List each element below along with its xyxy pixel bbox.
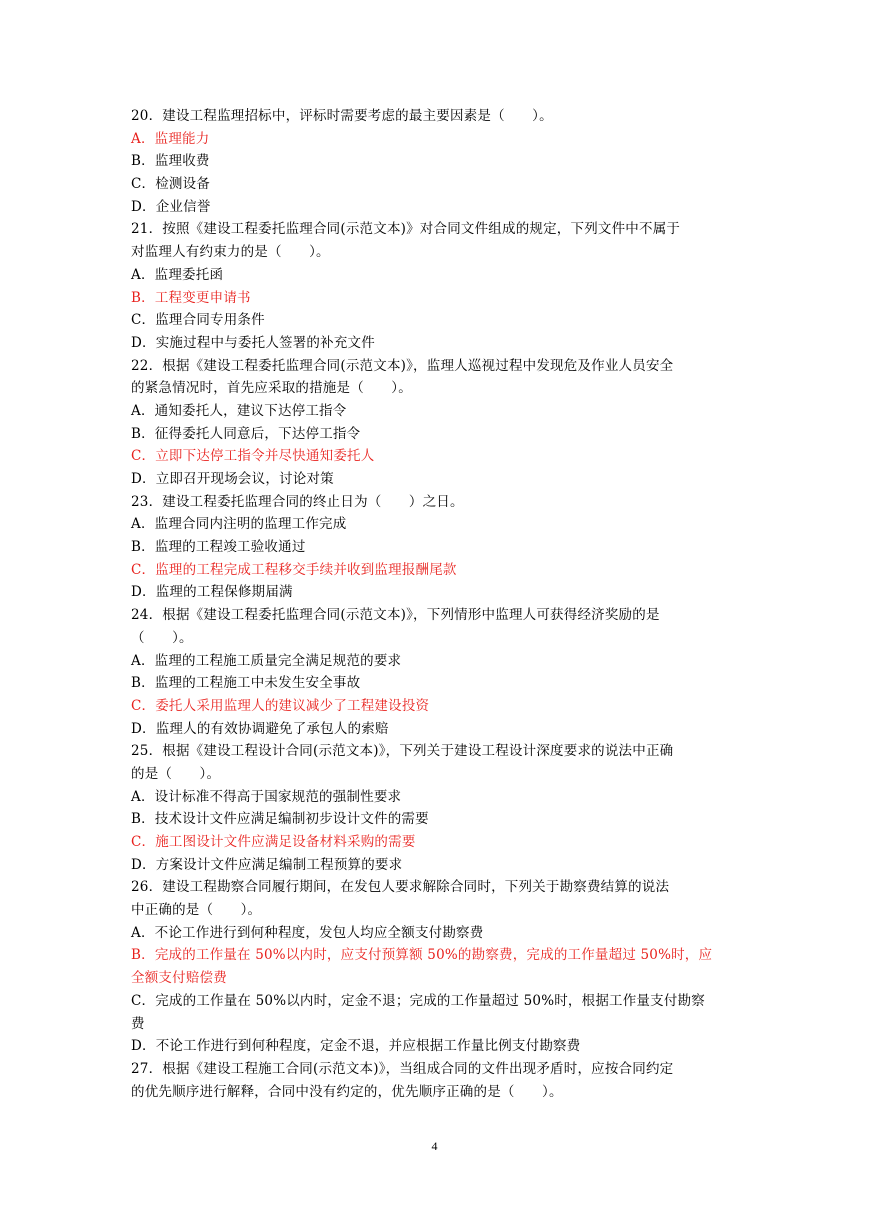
question-26-stem-line-1: 26．建设工程勘察合同履行期间，在发包人要求解除合同时，下列关于勘察费结算的说法 [131,879,670,896]
question-21-option-c: C．监理合同专用条件 [131,312,265,329]
question-20-option-d: D．企业信誉 [131,198,211,215]
question-20-option-c: C．检测设备 [131,176,211,193]
question-25-option-c: C．施工图设计文件应满足设备材料采购的需要 [131,834,416,850]
question-20-option-b: B．监理收费 [131,153,210,170]
question-26-stem-line-2: 中正确的是（ ）。 [131,902,262,919]
question-22-option-d: D．立即召开现场会议，讨论对策 [131,471,334,487]
question-25-option-d: D．方案设计文件应满足编制工程预算的要求 [131,856,403,873]
question-25-option-a: A．设计标准不得高于国家规范的强制性要求 [131,788,402,805]
question-22-option-c: C．立即下达停工指令并尽快通知委托人 [131,448,375,465]
question-list [131,105,739,1103]
question-21-option-b: B．工程变更申请书 [131,289,251,306]
question-21-stem-line-2: 对监理人有约束力的是（ ）。 [131,244,330,261]
question-24-stem-line-2: （ ）。 [131,629,193,646]
question-23-option-b: B．监理的工程竣工验收通过 [131,539,306,556]
question-22-option-a: A．通知委托人，建议下达停工指令 [131,402,347,419]
question-25-option-b: B．技术设计文件应满足编制初步设计文件的需要 [131,811,429,828]
question-25-stem-line-2: 的是（ ）。 [131,765,221,782]
question-24-option-d: D．监理人的有效协调避免了承包人的索赔 [131,720,389,737]
question-20-option-a: A．监理能力 [131,130,210,147]
question-22-stem-line-1: 22．根据《建设工程委托监理合同(示范文本)》，监理人巡视过程中发现危及作业人员安全 [131,357,674,374]
question-23-stem: 23．建设工程委托监理合同的终止日为（ ）之日。 [131,493,464,510]
question-23-option-d: D．监理的工程保修期届满 [131,584,293,601]
question-24-option-a: A．监理的工程施工质量完全满足规范的要求 [131,652,402,669]
question-24-option-c: C．委托人采用监理人的建议减少了工程建设投资 [131,697,430,714]
question-23-option-a: A．监理合同内注明的监理工作完成 [131,516,347,533]
question-22-stem-line-2: 的紧急情况时，首先应采取的措施是（ ）。 [131,380,412,397]
page-number: 4 [431,1139,438,1153]
question-21-option-a: A．监理委托函 [131,266,224,283]
question-26-option-d: D．不论工作进行到何种程度，定金不退，并应根据工作量比例支付勘察费 [131,1038,581,1055]
question-26-option-b-line-1: B．完成的工作量在 50%以内时，应支付预算额 50%的勘察费，完成的工作量超过 50%时，应 [131,947,713,964]
question-21-stem-line-1: 21．按照《建设工程委托监理合同(示范文本)》对合同文件组成的规定，下列文件中不属于 [131,221,681,238]
question-26-option-a: A．不论工作进行到何种程度，发包人均应全额支付勘察费 [131,924,484,941]
question-20-stem: 20．建设工程监理招标中，评标时需要考虑的最主要因素是（ ）。 [131,108,553,124]
question-27-stem-line-1: 27．根据《建设工程施工合同(示范文本)》，当组成合同的文件出现矛盾时，应按合同约定 [131,1060,674,1077]
question-26-option-c-line-1: C．完成的工作量在 50%以内时，定金不退；完成的工作量超过 50%时，根据工作量支付勘察 [131,992,705,1009]
question-27-stem-line-2: 的优先顺序进行解释，合同中没有约定的，优先顺序正确的是（ ）。 [131,1083,563,1100]
question-23-option-c: C．监理的工程完成工程移交手续并收到监理报酬尾款 [131,561,457,578]
question-26-option-b-line-2: 全额支付赔偿费 [131,970,227,987]
question-21-option-d: D．实施过程中与委托人签署的补充文件 [131,334,375,351]
question-24-stem-line-1: 24．根据《建设工程委托监理合同(示范文本)》，下列情形中监理人可获得经济奖励的是 [131,607,660,624]
question-22-option-b: B．征得委托人同意后，下达停工指令 [131,425,361,442]
question-25-stem-line-1: 25．根据《建设工程设计合同(示范文本)》，下列关于建设工程设计深度要求的说法中正确 [131,743,674,760]
question-26-option-c-line-2: 费 [131,1015,145,1032]
question-24-option-b: B．监理的工程施工中未发生安全事故 [131,675,361,692]
